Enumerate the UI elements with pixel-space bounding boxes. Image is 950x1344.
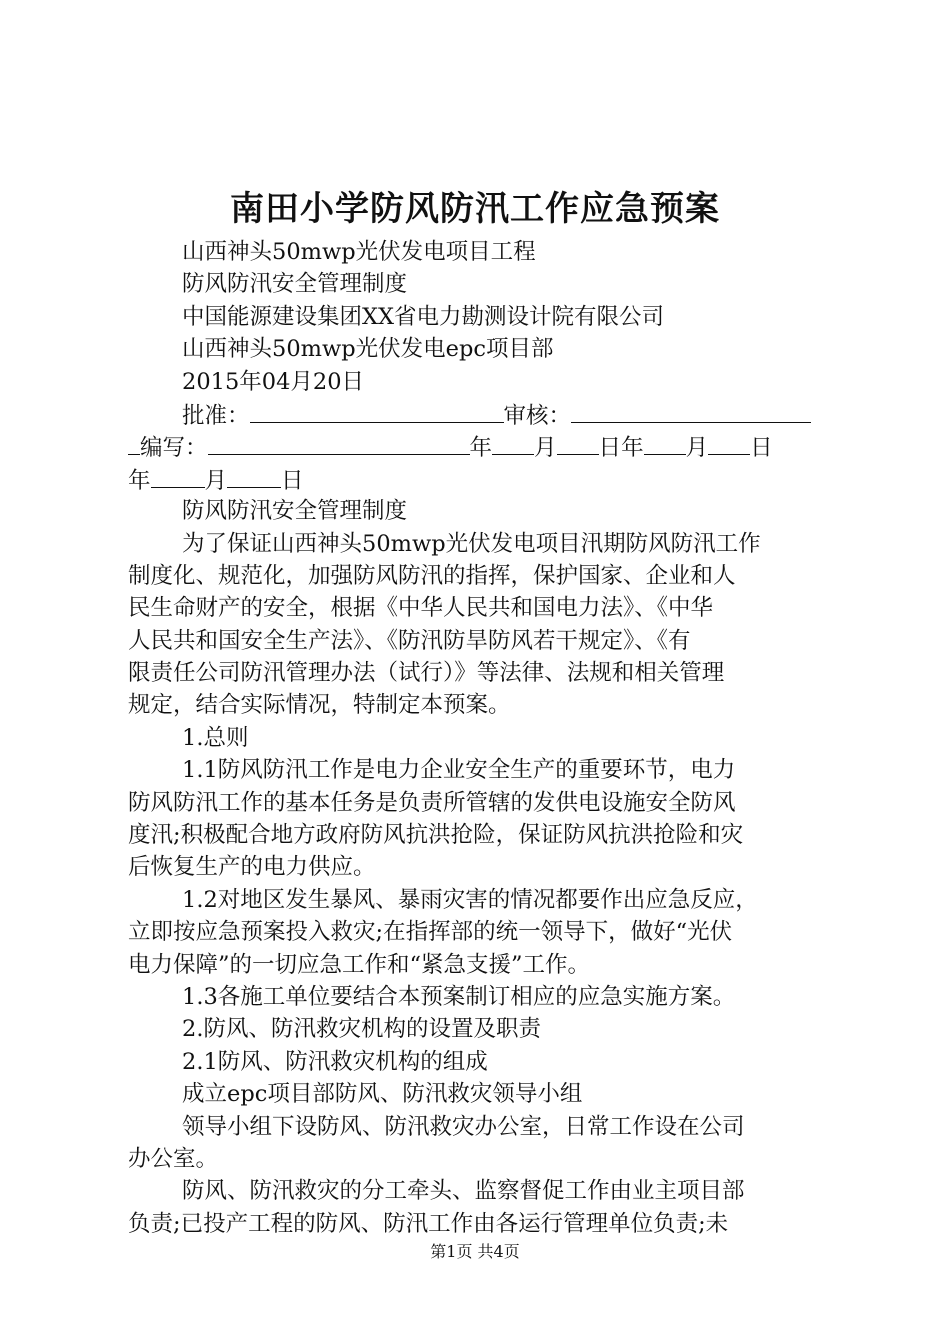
paragraph-line: 领导小组下设防风、防汛救灾办公室，日常工作设在公司 xyxy=(182,1113,745,1140)
day-label-2: 日 xyxy=(750,435,773,462)
paragraph-line: 立即按应急预案投入救灾;在指挥部的统一领导下，做好“光伏 xyxy=(128,919,733,946)
header-line-project: 山西神头50mwp光伏发电项目工程 xyxy=(182,239,536,265)
document-title: 南田小学防风防汛工作应急预案 xyxy=(230,189,720,229)
section-heading: 1.总则 xyxy=(182,724,249,751)
month-label: 月 xyxy=(534,435,557,462)
day-label-3: 日 xyxy=(281,467,304,494)
edit-leading-blank xyxy=(128,430,140,455)
paragraph-line: 1.1防风防汛工作是电力企业安全生产的重要环节，电力 xyxy=(182,757,736,784)
edit-line xyxy=(128,430,830,462)
month-blank-2 xyxy=(644,430,686,455)
header-line-company: 中国能源建设集团XX省电力勘测设计院有限公司 xyxy=(182,303,665,330)
paragraph-line: 规定，结合实际情况，特制定本预案。 xyxy=(128,692,511,719)
day-blank-2 xyxy=(708,430,750,455)
header-line-date: 2015年04月20日 xyxy=(182,368,365,395)
header-line-department: 山西神头50mwp光伏发电epc项目部 xyxy=(182,336,554,363)
approve-blank xyxy=(250,398,504,423)
review-label: 审核： xyxy=(503,402,572,429)
paragraph-line: 民生命财产的安全，根据《中华人民共和国电力法》、《中华 xyxy=(128,595,714,622)
month-blank-3 xyxy=(151,463,205,488)
paragraph-line: 电力保障”的一切应急工作和“紧急支援”工作。 xyxy=(128,951,591,978)
edit-label: 编写： xyxy=(140,435,208,462)
month-blank xyxy=(492,430,534,455)
section-heading: 2.防风、防汛救灾机构的设置及职责 xyxy=(182,1016,541,1043)
day-blank xyxy=(557,430,599,455)
paragraph-line: 后恢复生产的电力供应。 xyxy=(128,854,376,881)
year-label: 年 xyxy=(469,435,493,462)
month-label-2: 月 xyxy=(685,435,709,462)
paragraph-line: 制度化、规范化，加强防风防汛的指挥，保护国家、企业和人 xyxy=(128,562,736,589)
day-blank-3 xyxy=(227,463,281,488)
month-label-3: 月 xyxy=(204,467,228,494)
date-line xyxy=(128,463,830,495)
paragraph-line: 负责;已投产工程的防风、防汛工作由各运行管理单位负责;未 xyxy=(128,1210,729,1237)
approve-label: 批准： xyxy=(182,402,250,429)
paragraph-line: 成立epc项目部防风、防汛救灾领导小组 xyxy=(182,1081,583,1108)
paragraph-line: 为了保证山西神头50mwp光伏发电项目汛期防风防汛工作 xyxy=(182,530,761,557)
year-label-3: 年 xyxy=(128,467,151,494)
section-heading: 2.1防风、防汛救灾机构的组成 xyxy=(182,1048,488,1075)
day-label: 日 xyxy=(598,435,622,462)
section-heading: 防风防汛安全管理制度 xyxy=(182,498,408,525)
document-body xyxy=(128,236,830,1240)
paragraph-line: 度汛;积极配合地方政府防风抗洪抢险，保证防风抗洪抢险和灾 xyxy=(128,822,744,849)
year-label-2: 年 xyxy=(621,435,644,462)
paragraph-line: 办公室。 xyxy=(128,1145,219,1172)
header-line-system: 防风防汛安全管理制度 xyxy=(182,271,408,298)
paragraph-line: 1.2对地区发生暴风、暴雨灾害的情况都要作出应急反应， xyxy=(182,886,758,913)
review-blank xyxy=(571,398,811,423)
paragraph-line: 限责任公司防汛管理办法（试行）》等法律、法规和相关管理 xyxy=(128,660,725,687)
edit-blank xyxy=(208,430,470,455)
approval-line xyxy=(128,398,830,430)
page-footer: 第1页 共4页 xyxy=(430,1242,520,1261)
paragraph-line: 防风、防汛救灾的分工牵头、监察督促工作由业主项目部 xyxy=(182,1178,745,1205)
paragraph-line: 防风防汛工作的基本任务是负责所管辖的发供电设施安全防风 xyxy=(128,789,736,816)
paragraph-line: 1.3各施工单位要结合本预案制订相应的应急实施方案。 xyxy=(182,983,736,1010)
paragraph-line: 人民共和国安全生产法》、《防汛防旱防风若干规定》、《有 xyxy=(128,627,691,654)
